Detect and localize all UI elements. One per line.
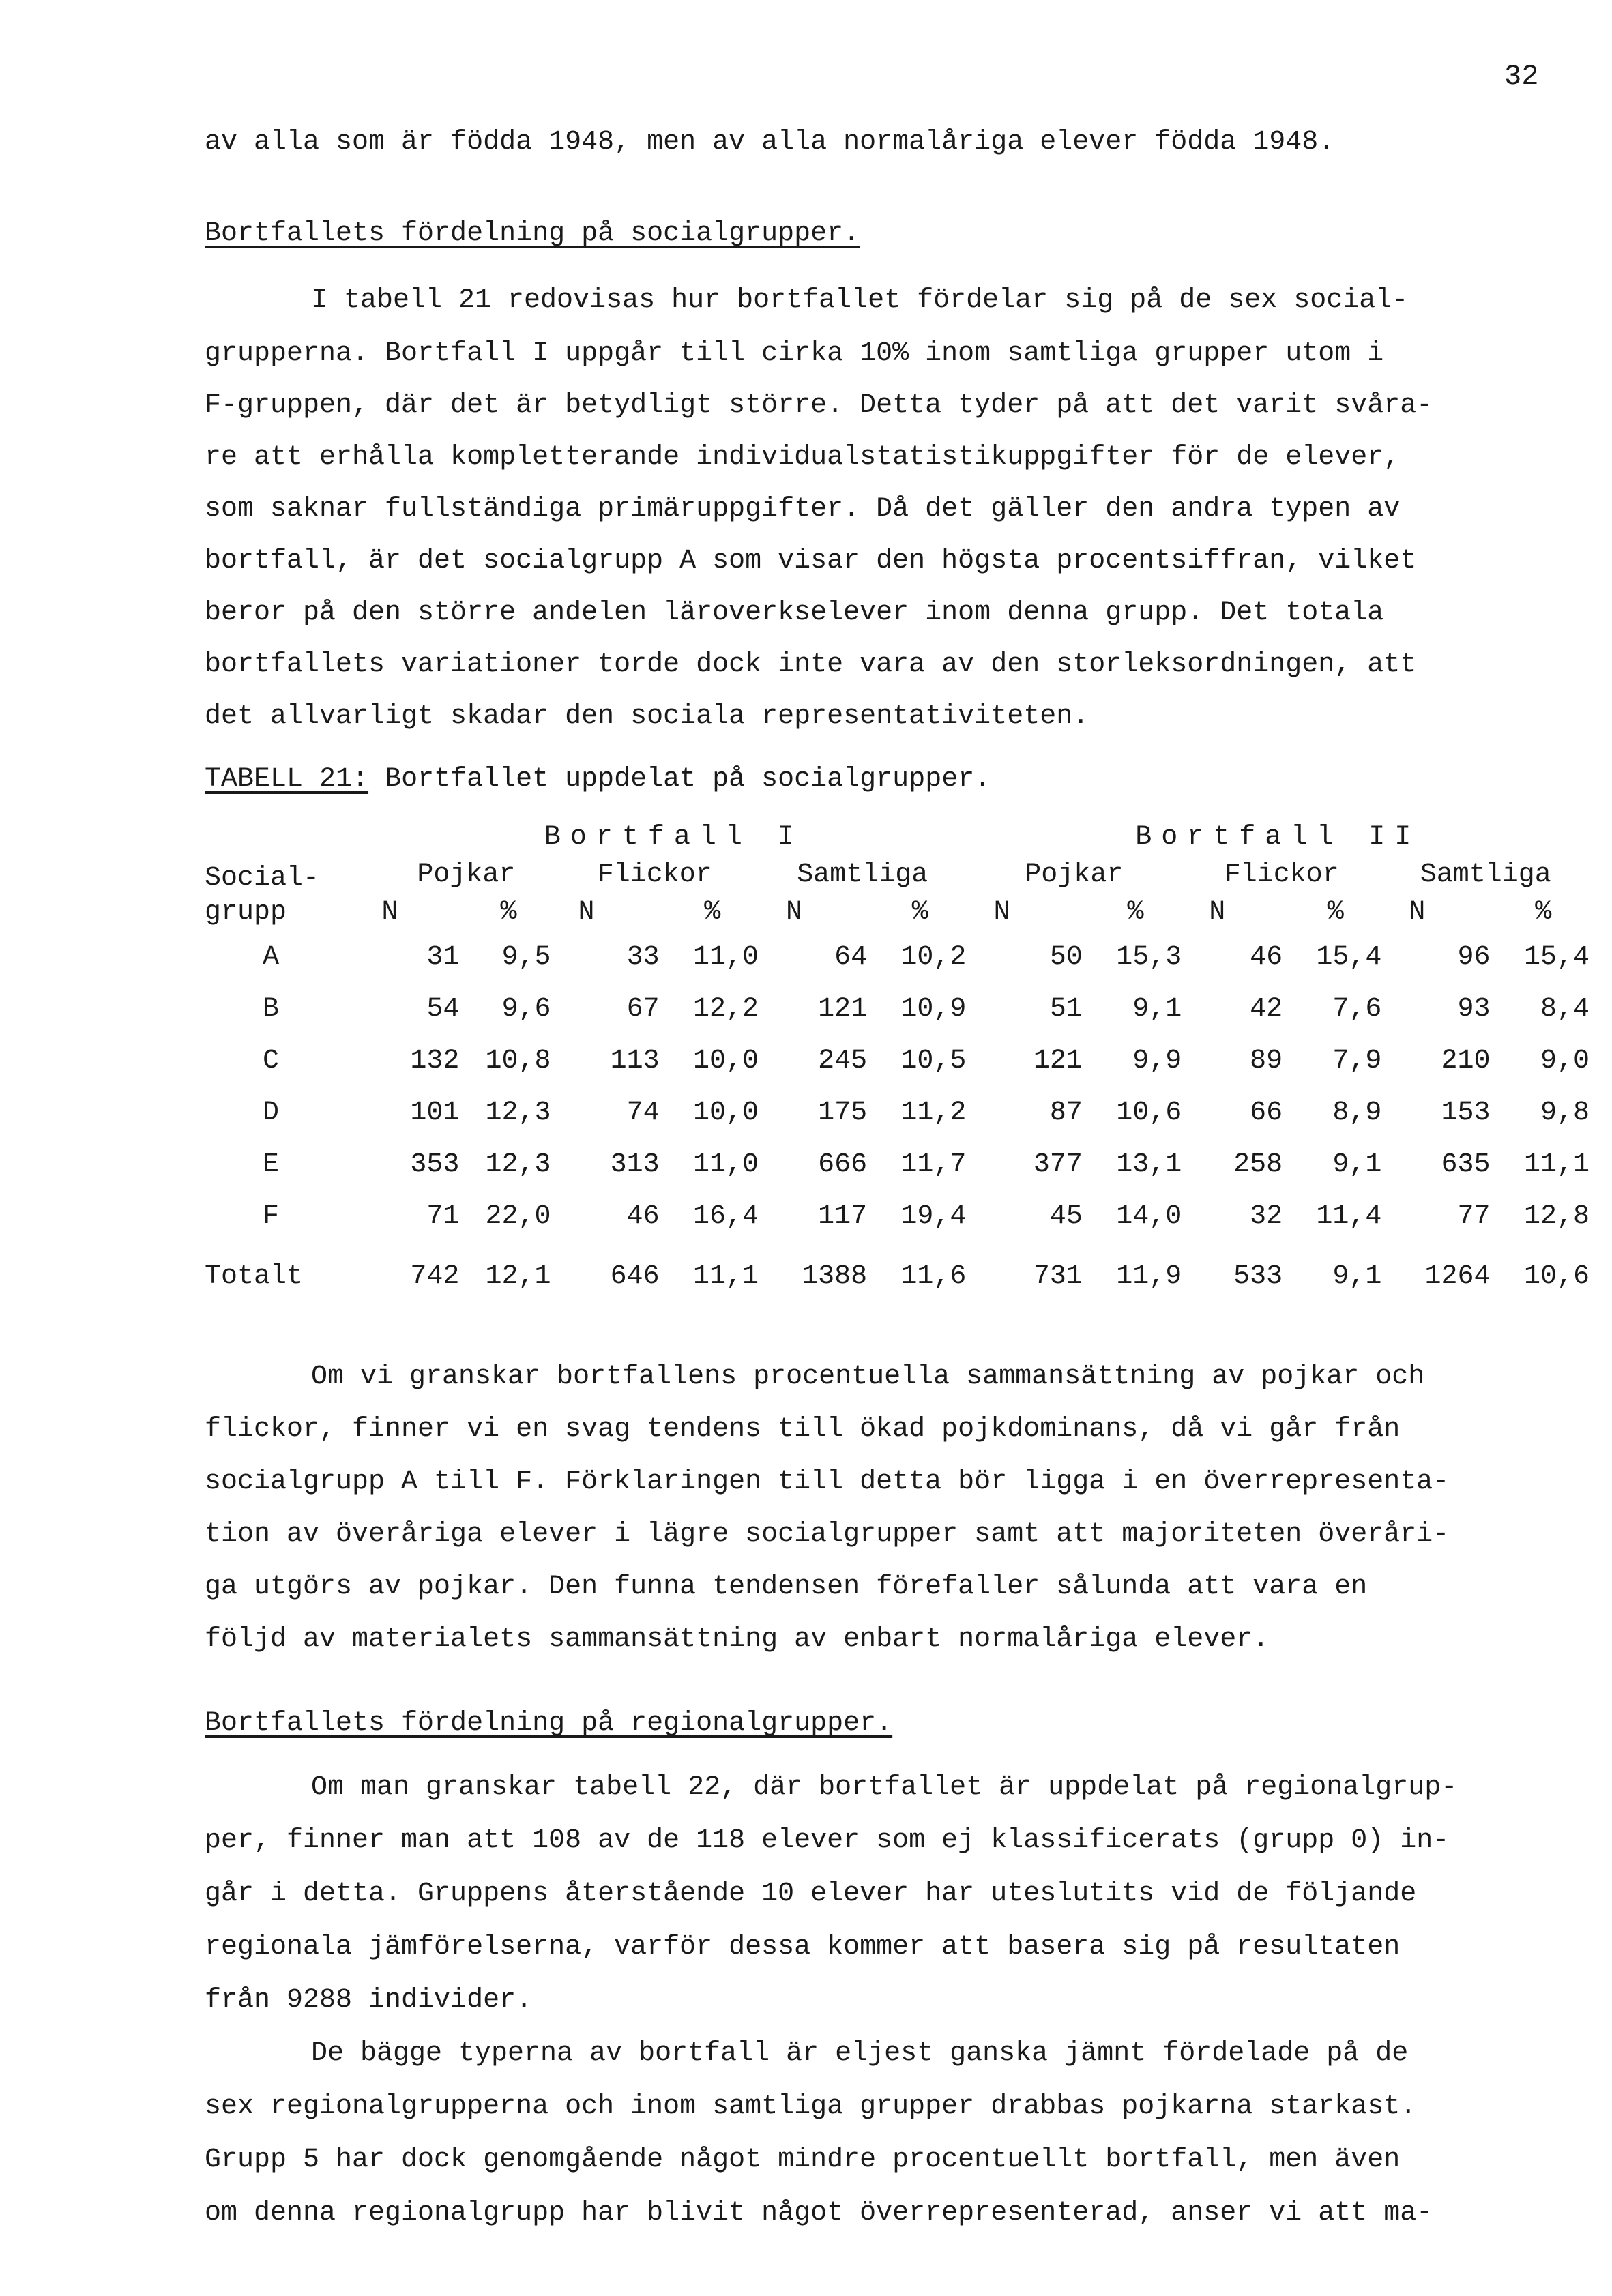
col-header-pct: % [500, 897, 517, 928]
group-label: F [263, 1201, 280, 1232]
text-line: bortfall, är det socialgrupp A som visar den högsta procentsiffran, vilket [205, 546, 1417, 576]
cell-n: 46 [626, 1201, 660, 1232]
text-line: från 9288 individer. [205, 1985, 533, 2016]
text-line: det allvarligt skadar den sociala representativiteten. [205, 701, 1089, 732]
col-header-samtliga: Samtliga [797, 859, 928, 890]
table-row [205, 931, 1589, 983]
text-line: Grupp 5 har dock genomgående något mindre procentuellt bortfall, men även [205, 2145, 1401, 2175]
cell-pct: 11,0 [692, 1149, 759, 1180]
cell-n: 153 [1441, 1097, 1491, 1128]
text-line: följd av materialets sammansättning av enbart normalåriga elever. [205, 1624, 1270, 1655]
cell-n: 1388 [802, 1261, 868, 1292]
text-line: re att erhålla kompletterande individualstatistikuppgifter för de elever, [205, 442, 1401, 473]
cell-n: 74 [626, 1097, 660, 1128]
cell-n: 646 [610, 1261, 660, 1292]
cell-n: 113 [610, 1045, 660, 1076]
cell-pct: 10,6 [1116, 1097, 1182, 1128]
cell-n: 742 [410, 1261, 460, 1292]
page-number: 32 [1504, 60, 1539, 93]
col-header-group-2: grupp [205, 897, 287, 928]
table-row [205, 1138, 1589, 1190]
cell-n: 32 [1250, 1201, 1283, 1232]
col-header-flickor: Flickor [1224, 859, 1339, 890]
col-header-bortfall-1: Bortfall I [544, 822, 804, 853]
cell-pct: 13,1 [1116, 1149, 1182, 1180]
text-line: Om vi granskar bortfallens procentuella sammansättning av pojkar och [311, 1362, 1425, 1392]
cell-pct: 9,1 [1132, 993, 1182, 1025]
cell-n: 64 [834, 941, 868, 973]
text-line: flickor, finner vi en svag tendens till ökad pojkdominans, då vi går från [205, 1414, 1401, 1445]
table-body [205, 931, 1589, 1310]
group-label: B [263, 993, 280, 1025]
cell-pct: 9,1 [1332, 1261, 1382, 1292]
cell-pct: 19,4 [900, 1201, 967, 1232]
table-caption-label: TABELL 21: [205, 764, 369, 795]
cell-n: 1264 [1424, 1261, 1491, 1292]
cell-pct: 11,1 [692, 1261, 759, 1292]
cell-n: 67 [626, 993, 660, 1025]
cell-n: 132 [410, 1045, 460, 1076]
col-header-n: N [1209, 897, 1226, 928]
cell-pct: 10,9 [900, 993, 967, 1025]
cell-pct: 10,2 [900, 941, 967, 973]
col-header-n: N [1409, 897, 1426, 928]
cell-pct: 11,1 [1523, 1149, 1589, 1180]
cell-n: 117 [818, 1201, 868, 1232]
cell-pct: 11,4 [1316, 1201, 1382, 1232]
cell-n: 31 [426, 941, 460, 973]
cell-pct: 11,7 [900, 1149, 967, 1180]
cell-n: 50 [1049, 941, 1083, 973]
cell-n: 54 [426, 993, 460, 1025]
cell-pct: 11,9 [1116, 1261, 1182, 1292]
cell-n: 635 [1441, 1149, 1491, 1180]
table-row [205, 1087, 1589, 1138]
col-header-flickor: Flickor [597, 859, 712, 890]
text-line: grupperna. Bortfall I uppgår till cirka 10% inom samtliga grupper utom i [205, 338, 1384, 369]
cell-pct: 16,4 [692, 1201, 759, 1232]
cell-pct: 9,6 [501, 993, 551, 1025]
cell-n: 89 [1250, 1045, 1283, 1076]
text-line: som saknar fullständiga primäruppgifter. Då det gäller den andra typen av [205, 494, 1401, 525]
text-line: F-gruppen, där det är betydligt större. Detta tyder på att det varit svåra- [205, 390, 1433, 421]
col-header-pct: % [1327, 897, 1344, 928]
cell-n: 77 [1457, 1201, 1491, 1232]
group-label: D [263, 1097, 280, 1128]
cell-pct: 11,2 [900, 1097, 967, 1128]
col-header-pct: % [1127, 897, 1144, 928]
cell-n: 245 [818, 1045, 868, 1076]
col-header-pct: % [1535, 897, 1552, 928]
group-label: A [263, 941, 280, 973]
group-label: E [263, 1149, 280, 1180]
cell-n: 71 [426, 1201, 460, 1232]
text-line: socialgrupp A till F. Förklaringen till detta bör ligga i en överrepresenta- [205, 1467, 1450, 1497]
col-header-pojkar: Pojkar [1025, 859, 1124, 890]
cell-n: 121 [1033, 1045, 1083, 1076]
cell-pct: 12,3 [485, 1097, 551, 1128]
section-heading-socialgrupper: Bortfallets fördelning på socialgrupper. [205, 218, 860, 249]
cell-pct: 22,0 [485, 1201, 551, 1232]
cell-pct: 15,4 [1523, 941, 1589, 973]
cell-n: 45 [1049, 1201, 1083, 1232]
col-header-n: N [381, 897, 398, 928]
cell-n: 46 [1250, 941, 1283, 973]
cell-pct: 7,9 [1332, 1045, 1382, 1076]
section-heading-regionalgrupper: Bortfallets fördelning på regionalgrupper. [205, 1708, 893, 1739]
cell-pct: 10,8 [485, 1045, 551, 1076]
col-header-pct: % [704, 897, 721, 928]
table-row [205, 983, 1589, 1035]
text-line: bortfallets variationer torde dock inte vara av den storleksordningen, att [205, 649, 1417, 680]
table-caption [205, 764, 991, 795]
cell-n: 210 [1441, 1045, 1491, 1076]
text-line: per, finner man att 108 av de 118 elever som ej klassificerats (grupp 0) in- [205, 1825, 1450, 1856]
text-line: De bägge typerna av bortfall är eljest ganska jämnt fördelade på de [311, 2038, 1409, 2069]
cell-pct: 15,3 [1116, 941, 1182, 973]
cell-n: 353 [410, 1149, 460, 1180]
group-label: C [263, 1045, 280, 1076]
cell-n: 175 [818, 1097, 868, 1128]
cell-n: 731 [1033, 1261, 1083, 1292]
col-header-bortfall-2: Bortfall II [1135, 822, 1421, 853]
cell-pct: 12,8 [1523, 1201, 1589, 1232]
col-header-pojkar: Pojkar [417, 859, 516, 890]
text-line: Om man granskar tabell 22, där bortfallet är uppdelat på regionalgrup- [311, 1772, 1458, 1803]
cell-n: 96 [1457, 941, 1491, 973]
cell-pct: 9,5 [501, 941, 551, 973]
table-total-row [205, 1242, 1589, 1310]
cell-pct: 10,0 [692, 1045, 759, 1076]
cell-n: 121 [818, 993, 868, 1025]
cell-pct: 12,3 [485, 1149, 551, 1180]
cell-pct: 9,1 [1332, 1149, 1382, 1180]
cell-n: 666 [818, 1149, 868, 1180]
cell-pct: 10,5 [900, 1045, 967, 1076]
col-header-pct: % [911, 897, 928, 928]
cell-n: 101 [410, 1097, 460, 1128]
cell-pct: 10,0 [692, 1097, 759, 1128]
cell-n: 66 [1250, 1097, 1283, 1128]
table-row [205, 1190, 1589, 1242]
total-label: Totalt [205, 1261, 304, 1292]
text-line: om denna regionalgrupp har blivit något överrepresenterad, anser vi att ma- [205, 2198, 1433, 2228]
table-21 [205, 819, 1589, 1310]
cell-n: 42 [1250, 993, 1283, 1025]
text-line: beror på den större andelen läroverkselever inom denna grupp. Det totala [205, 598, 1384, 628]
text-line: sex regionalgrupperna och inom samtliga grupper drabbas pojkarna starkast. [205, 2091, 1417, 2122]
cell-pct: 9,9 [1132, 1045, 1182, 1076]
text-line: tion av överåriga elever i lägre socialgrupper samt att majoriteten överåri- [205, 1519, 1450, 1550]
cell-pct: 15,4 [1316, 941, 1382, 973]
cell-n: 377 [1033, 1149, 1083, 1180]
cell-pct: 10,6 [1523, 1261, 1589, 1292]
cell-n: 33 [626, 941, 660, 973]
table-row [205, 1035, 1589, 1087]
cell-n: 51 [1049, 993, 1083, 1025]
cell-pct: 7,6 [1332, 993, 1382, 1025]
table-caption-text: Bortfallet uppdelat på socialgrupper. [385, 764, 991, 795]
cell-pct: 11,0 [692, 941, 759, 973]
text-line: regionala jämförelserna, varför dessa kommer att basera sig på resultaten [205, 1932, 1401, 1962]
text-line: I tabell 21 redovisas hur bortfallet fördelar sig på de sex social- [311, 285, 1409, 316]
col-header-samtliga: Samtliga [1420, 859, 1551, 890]
cell-n: 258 [1233, 1149, 1283, 1180]
col-header-n: N [993, 897, 1010, 928]
cell-pct: 8,4 [1540, 993, 1589, 1025]
cell-pct: 12,2 [692, 993, 759, 1025]
cell-pct: 11,6 [900, 1261, 967, 1292]
intro-line: av alla som är födda 1948, men av alla normalåriga elever födda 1948. [205, 127, 1335, 158]
col-header-n: N [578, 897, 595, 928]
cell-pct: 9,8 [1540, 1097, 1589, 1128]
col-header-n: N [785, 897, 802, 928]
cell-pct: 14,0 [1116, 1201, 1182, 1232]
col-header-group-1: Social- [205, 863, 320, 894]
cell-pct: 9,0 [1540, 1045, 1589, 1076]
text-line: ga utgörs av pojkar. Den funna tendensen förefaller sålunda att vara en [205, 1572, 1368, 1602]
cell-pct: 12,1 [485, 1261, 551, 1292]
cell-n: 87 [1049, 1097, 1083, 1128]
text-line: går i detta. Gruppens återstående 10 elever har uteslutits vid de följande [205, 1879, 1417, 1909]
cell-n: 93 [1457, 993, 1491, 1025]
cell-n: 313 [610, 1149, 660, 1180]
cell-n: 533 [1233, 1261, 1283, 1292]
cell-pct: 8,9 [1332, 1097, 1382, 1128]
